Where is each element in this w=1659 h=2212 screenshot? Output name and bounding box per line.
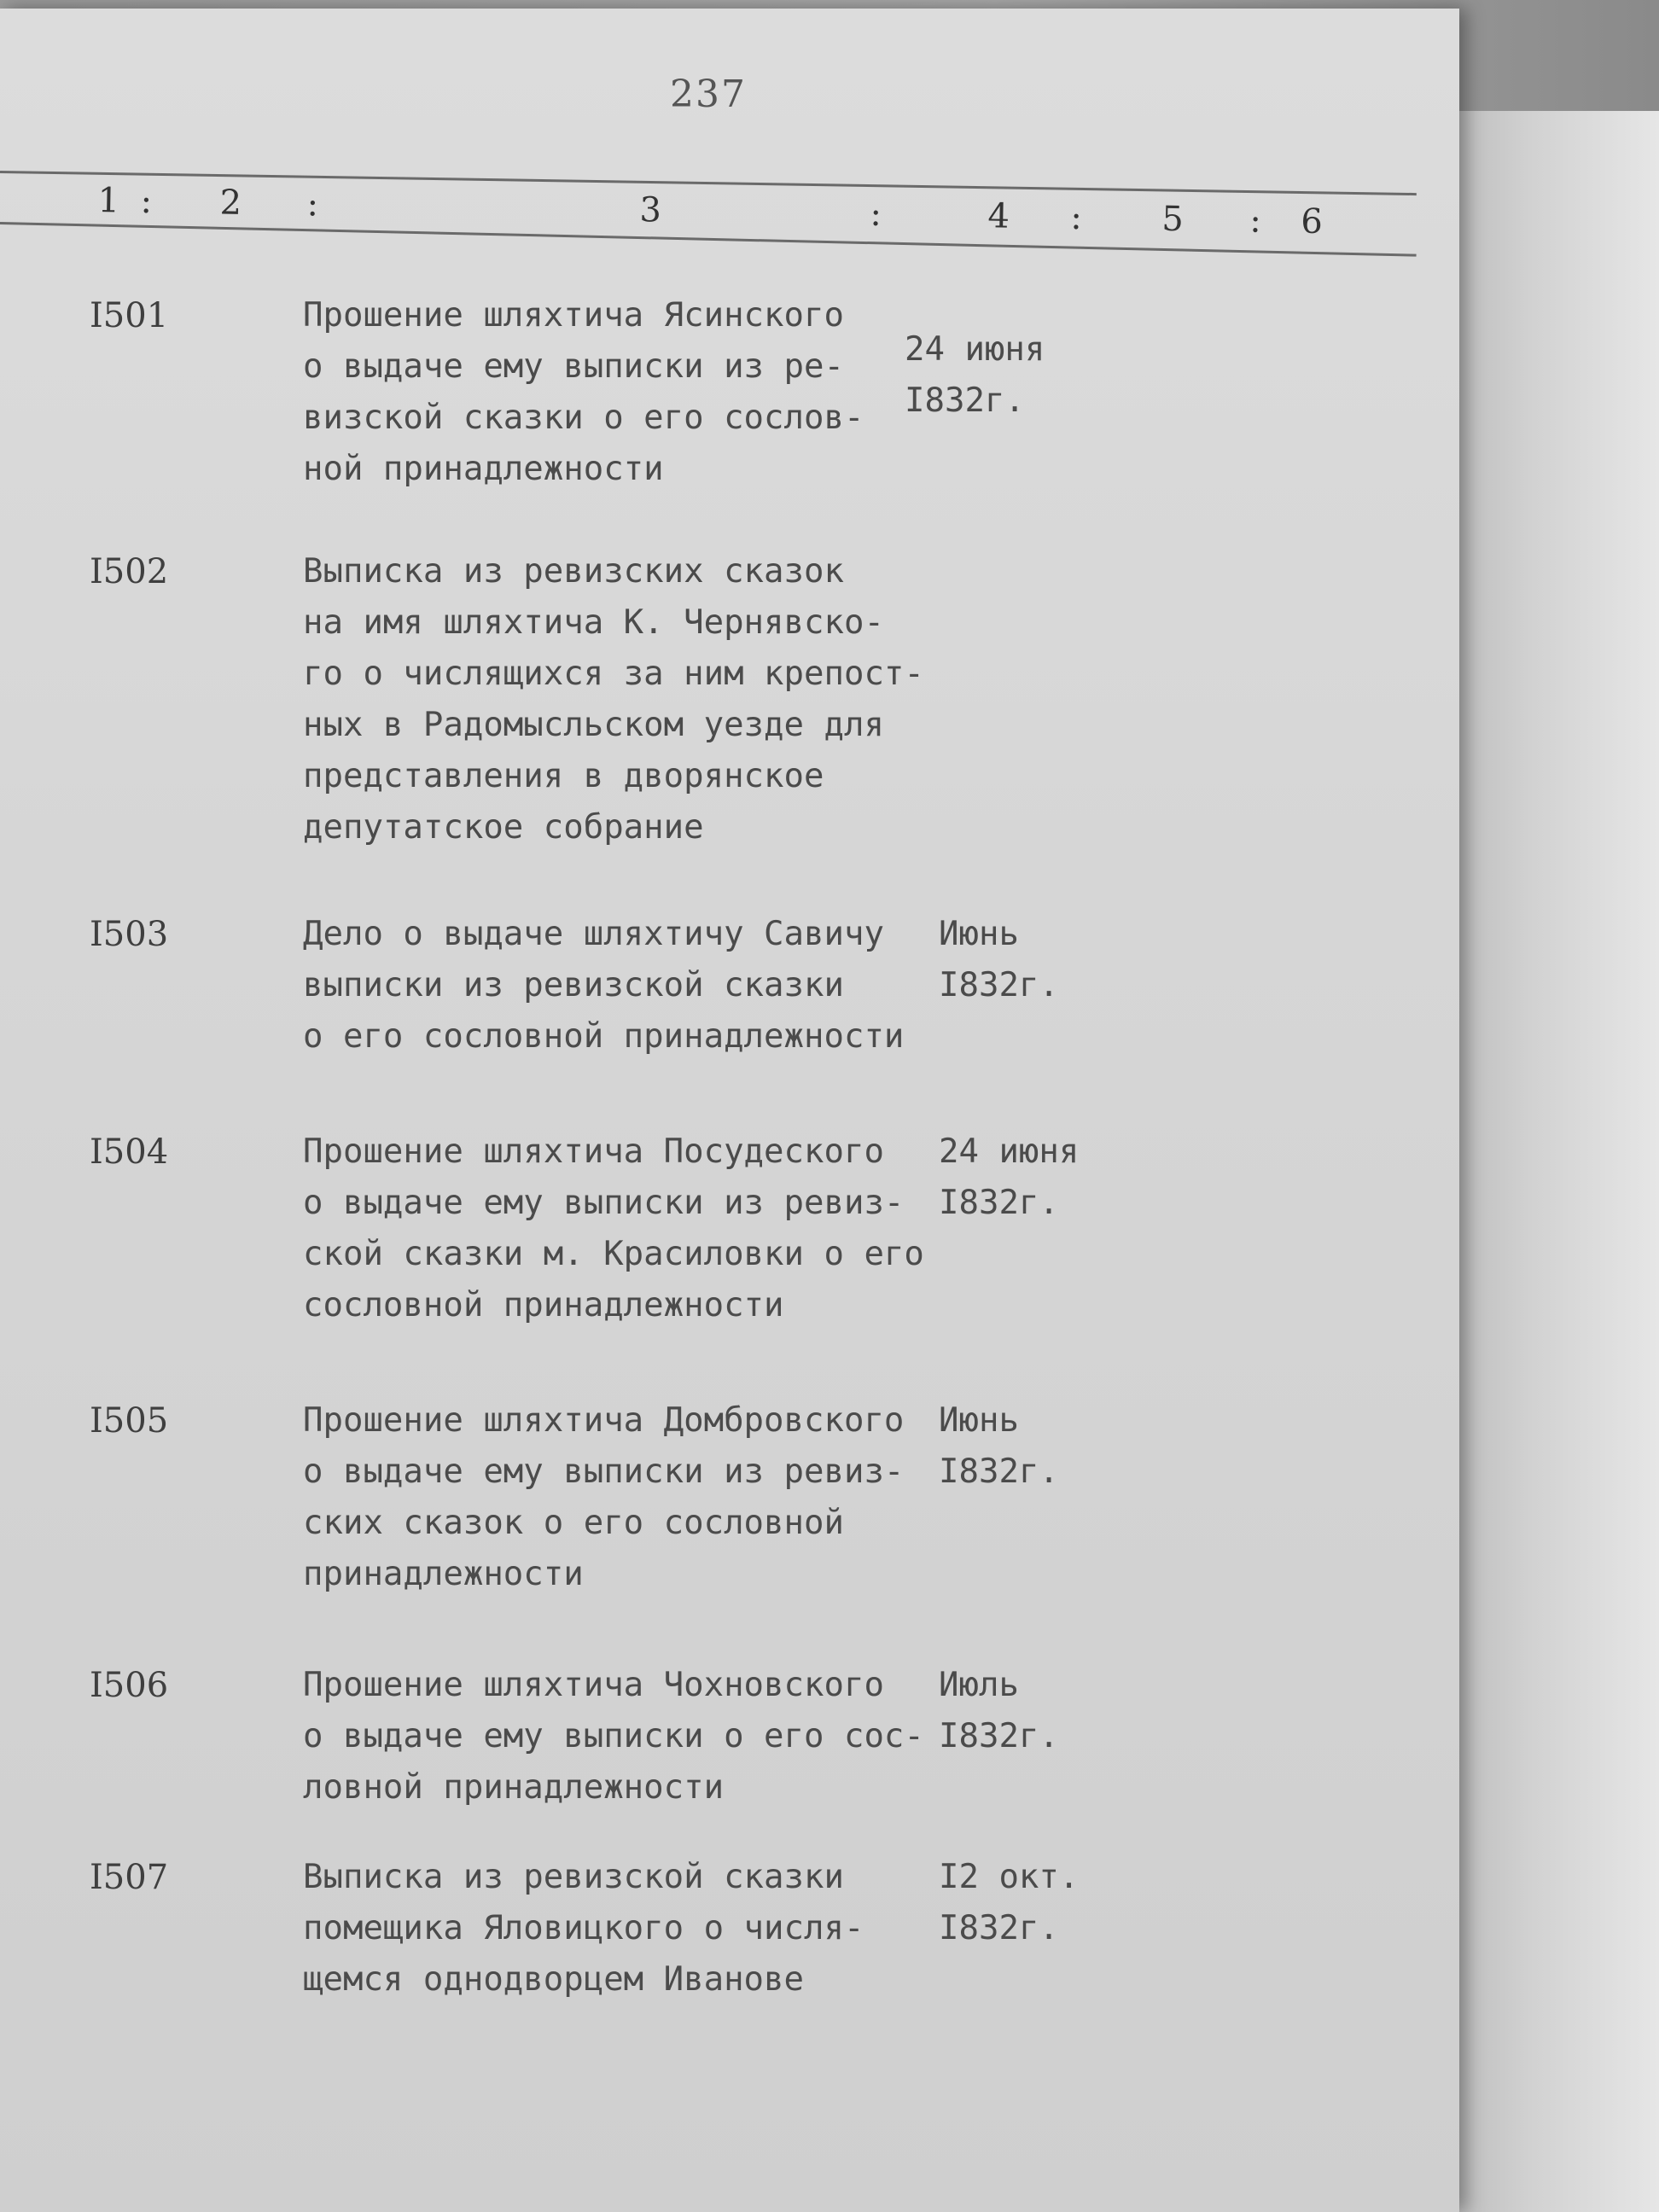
entry-date: Июнь I832г. bbox=[939, 1401, 1059, 1491]
column-separator: : bbox=[306, 184, 319, 224]
entry-number: I506 bbox=[90, 1666, 169, 1705]
entry-number: I505 bbox=[90, 1401, 169, 1441]
column-separator: : bbox=[140, 181, 153, 222]
column-header-4: 4 bbox=[987, 196, 1010, 236]
entry-date: 24 июня I832г. bbox=[939, 1132, 1080, 1222]
entry-number: I504 bbox=[90, 1132, 169, 1172]
column-header-6: 6 bbox=[1300, 201, 1324, 242]
book-page-edge bbox=[1451, 111, 1659, 2212]
column-separator: : bbox=[1070, 197, 1083, 238]
column-header-5: 5 bbox=[1161, 199, 1185, 240]
entry-description: Дело о выдаче шляхтичу Савичу выписки из ревизской сказки о его сословной принадлежности bbox=[303, 915, 905, 1056]
entry-number: I507 bbox=[90, 1858, 169, 1897]
column-header-3: 3 bbox=[639, 190, 662, 230]
entry-description: Прошение шляхтича Ясинского о выдаче ему выписки из ре- визской сказки о его сослов- ной принадлежности bbox=[303, 296, 864, 488]
page-number: 237 bbox=[670, 73, 747, 116]
entry-number: I501 bbox=[90, 296, 169, 335]
entry-date: Июль I832г. bbox=[939, 1666, 1059, 1755]
column-header-2: 2 bbox=[219, 183, 242, 223]
entry-date: I2 окт. I832г. bbox=[939, 1858, 1080, 1947]
entry-description: Прошение шляхтича Домбровского о выдаче ему выписки из ревиз- ских сказок о его сословной принадлежности bbox=[303, 1401, 905, 1593]
entry-description: Выписка из ревизских сказок на имя шляхтича К. Чернявско- го о числящихся за ним крепост- ных в Радомысльском уезде для представления в дворянское депутатское собрание bbox=[303, 552, 924, 847]
document-page bbox=[0, 9, 1459, 2212]
entry-number: I502 bbox=[90, 552, 169, 591]
column-header-1: 1 bbox=[97, 181, 120, 221]
entry-number: I503 bbox=[90, 915, 169, 954]
entry-description: Прошение шляхтича Посудеского о выдаче ему выписки из ревиз- ской сказки м. Красиловки о его сословной принадлежности bbox=[303, 1132, 924, 1324]
entry-date: 24 июня I832г. bbox=[905, 330, 1045, 420]
entry-date: Июнь I832г. bbox=[939, 915, 1059, 1004]
column-separator: : bbox=[1249, 201, 1262, 241]
entry-description: Выписка из ревизской сказки помещика Яловицкого о числя- щемся однодворцем Иванове bbox=[303, 1858, 864, 1999]
entry-description: Прошение шляхтича Чохновского о выдаче ему выписки о его сос- ловной принадлежности bbox=[303, 1666, 924, 1807]
column-separator: : bbox=[870, 194, 882, 235]
